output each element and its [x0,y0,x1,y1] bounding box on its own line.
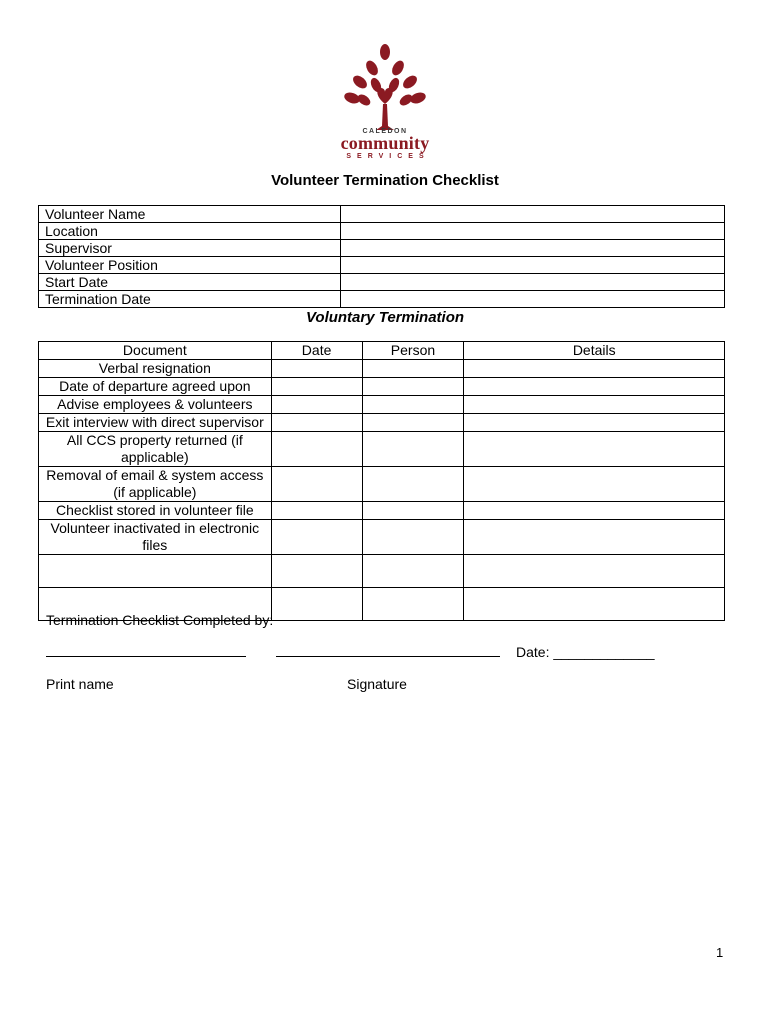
details-cell[interactable] [464,378,725,396]
info-row [39,223,725,240]
column-header-person: Person [362,342,464,360]
date-cell[interactable] [271,520,362,555]
column-header-document: Document [39,342,272,360]
page-title: Volunteer Termination Checklist [271,172,499,189]
person-cell[interactable] [362,360,464,378]
person-cell[interactable] [362,555,464,588]
caledon-community-services-logo [330,40,440,162]
document-cell: Exit interview with direct supervisor [39,414,272,432]
logo-caledon-text: CALEDON [362,128,408,135]
info-row [39,206,725,223]
table-row [39,555,725,588]
volunteer-name-field[interactable] [341,206,725,223]
date-cell[interactable] [271,588,362,621]
person-cell[interactable] [362,467,464,502]
page-number: 1 [716,945,724,960]
details-cell[interactable] [464,396,725,414]
print-name-label: Print name [46,676,114,692]
table-row [39,502,725,520]
date-cell[interactable] [271,396,362,414]
print-name-line[interactable] [46,656,246,657]
info-row [39,291,725,308]
volunteer-info-table [38,205,725,308]
document-cell: Volunteer inactivated in electronic files [39,520,272,555]
document-cell: Verbal resignation [39,360,272,378]
document-cell: Advise employees & volunteers [39,396,272,414]
info-label: Location [39,223,341,240]
location-field[interactable] [341,223,725,240]
date-cell[interactable] [271,555,362,588]
volunteer-position-field[interactable] [341,257,725,274]
info-label: Volunteer Position [39,257,341,274]
section-title: Voluntary Termination [305,309,465,326]
person-cell[interactable] [362,520,464,555]
person-cell[interactable] [362,396,464,414]
termination-date-field[interactable] [341,291,725,308]
table-row [39,360,725,378]
table-row [39,467,725,502]
date-field[interactable]: Date: _____________ [516,644,655,660]
details-cell[interactable] [464,502,725,520]
date-cell[interactable] [271,378,362,396]
info-label: Start Date [39,274,341,291]
date-cell[interactable] [271,360,362,378]
details-cell[interactable] [464,588,725,621]
details-cell[interactable] [464,360,725,378]
document-cell: Checklist stored in volunteer file [39,502,272,520]
logo-services-text: SERVICES [346,153,430,160]
tree-icon [330,40,440,130]
date-cell[interactable] [271,467,362,502]
document-cell: Removal of email & system access (if applicable) [39,467,272,502]
document-cell[interactable] [39,555,272,588]
details-cell[interactable] [464,432,725,467]
person-cell[interactable] [362,432,464,467]
info-label: Termination Date [39,291,341,308]
date-cell[interactable] [271,414,362,432]
details-cell[interactable] [464,555,725,588]
logo-community-text: community [340,133,430,153]
checklist-header-row [39,342,725,360]
table-row [39,414,725,432]
signature-label: Signature [347,676,407,692]
person-cell[interactable] [362,414,464,432]
table-row [39,396,725,414]
table-row [39,432,725,467]
person-cell[interactable] [362,502,464,520]
details-cell[interactable] [464,414,725,432]
column-header-details: Details [464,342,725,360]
signature-line[interactable] [276,656,500,657]
person-cell[interactable] [362,588,464,621]
column-header-date: Date [271,342,362,360]
person-cell[interactable] [362,378,464,396]
document-cell: All CCS property returned (if applicable) [39,432,272,467]
info-label: Volunteer Name [39,206,341,223]
checklist-table [38,341,725,621]
table-row [39,520,725,555]
supervisor-field[interactable] [341,240,725,257]
date-cell[interactable] [271,502,362,520]
info-row [39,257,725,274]
info-label: Supervisor [39,240,341,257]
details-cell[interactable] [464,520,725,555]
document-cell: Date of departure agreed upon [39,378,272,396]
start-date-field[interactable] [341,274,725,291]
date-cell[interactable] [271,432,362,467]
details-cell[interactable] [464,467,725,502]
completed-by-label: Termination Checklist Completed by: [46,612,274,628]
info-row [39,240,725,257]
info-row [39,274,725,291]
table-row [39,378,725,396]
